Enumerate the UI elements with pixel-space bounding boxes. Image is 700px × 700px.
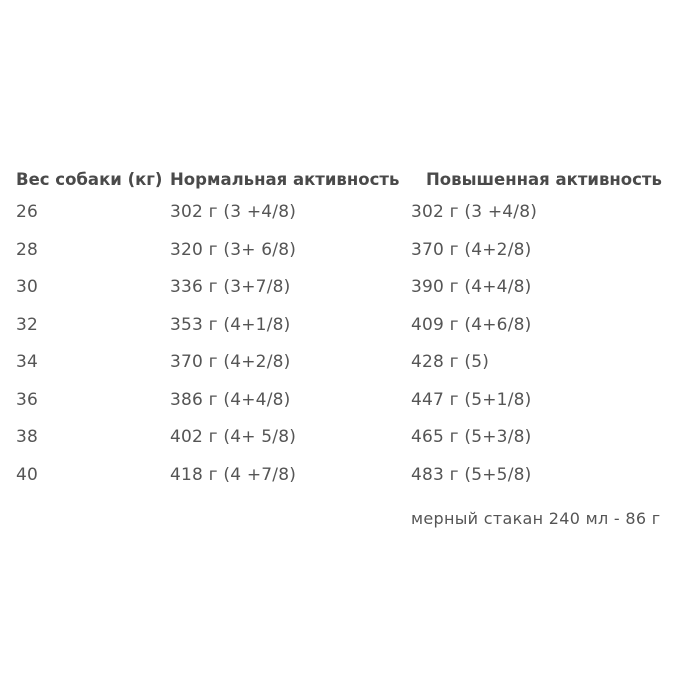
- weight-cell: 28: [16, 239, 39, 260]
- feeding-table: [16, 168, 696, 500]
- weight-cell: 36: [16, 389, 39, 410]
- measuring-cup-note: мерный стакан 240 мл - 86 г: [411, 509, 661, 528]
- high-activity-cell: 483 г (5+5/8): [411, 464, 532, 485]
- weight-cell: 32: [16, 314, 39, 335]
- weight-cell: 26: [16, 202, 39, 222]
- table-header: [16, 168, 696, 200]
- high-activity-cell: 302 г (3 +4/8): [411, 202, 538, 222]
- weight-cell: 40: [16, 464, 39, 485]
- high-activity-cell: 409 г (4+6/8): [411, 314, 532, 335]
- table-row: [16, 238, 696, 276]
- high-activity-cell: 390 г (4+4/8): [411, 277, 532, 297]
- weight-cell: 30: [16, 277, 39, 297]
- high-activity-cell: 428 г (5): [411, 352, 490, 372]
- high-activity-cell: 465 г (5+3/8): [411, 427, 532, 447]
- normal-activity-cell: 302 г (3 +4/8): [170, 202, 297, 222]
- table-row: [16, 463, 696, 501]
- normal-activity-cell: 370 г (4+2/8): [170, 352, 291, 372]
- header-dog-weight: Вес собаки (кг): [16, 170, 163, 189]
- table-row: [16, 275, 696, 313]
- weight-cell: 38: [16, 427, 39, 447]
- normal-activity-cell: 402 г (4+ 5/8): [170, 427, 297, 447]
- header-high-activity: Повышенная активность: [426, 170, 662, 189]
- table-row: [16, 425, 696, 463]
- normal-activity-cell: 353 г (4+1/8): [170, 314, 291, 335]
- normal-activity-cell: 418 г (4 +7/8): [170, 464, 297, 485]
- table-row: [16, 313, 696, 351]
- normal-activity-cell: 336 г (3+7/8): [170, 277, 291, 297]
- weight-cell: 34: [16, 352, 39, 372]
- table-row: [16, 200, 696, 238]
- high-activity-cell: 370 г (4+2/8): [411, 239, 532, 260]
- header-normal-activity: Нормальная активность: [170, 170, 400, 189]
- normal-activity-cell: 386 г (4+4/8): [170, 389, 291, 410]
- normal-activity-cell: 320 г (3+ 6/8): [170, 239, 297, 260]
- table-row: [16, 388, 696, 426]
- high-activity-cell: 447 г (5+1/8): [411, 389, 532, 410]
- table-row: [16, 350, 696, 388]
